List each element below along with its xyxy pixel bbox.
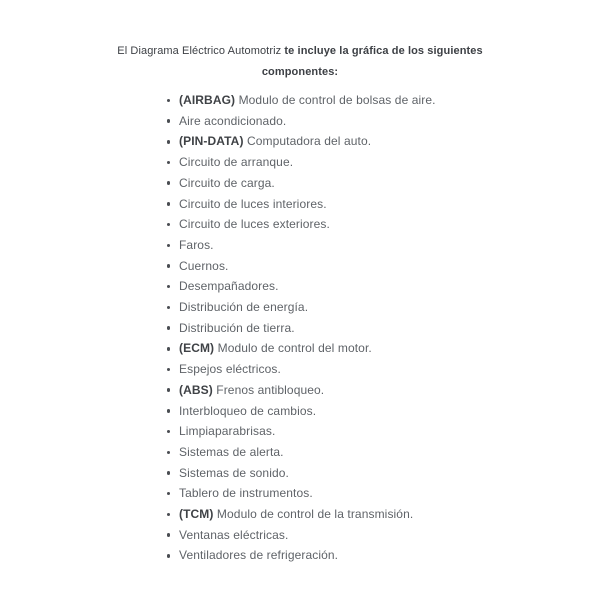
list-item: [166, 442, 600, 463]
bullet-icon: [167, 554, 171, 558]
list-item-text: Modulo de control del motor.: [217, 341, 372, 356]
list-item: [166, 380, 600, 401]
bullet-icon: [167, 430, 171, 434]
list-item: [166, 173, 600, 194]
bullet-icon: [167, 140, 171, 144]
bullet-icon: [167, 368, 171, 372]
list-item-text: Modulo de control de bolsas de aire.: [238, 93, 436, 107]
bullet-icon: [167, 285, 171, 289]
list-item-text: Interbloqueo de cambios.: [179, 403, 317, 418]
list-item-text: Sistemas de alerta.: [179, 444, 284, 459]
list-item-text: Aire acondicionado.: [179, 113, 287, 128]
list-item-text: Cuernos.: [179, 258, 229, 273]
list-item: [166, 421, 600, 442]
component-list: [166, 90, 600, 566]
list-item: [166, 214, 600, 235]
list-item-text: Frenos antibloqueo.: [216, 382, 325, 397]
list-item-code: (TCM): [179, 507, 214, 522]
list-item-text: Modulo de control de la transmisión.: [216, 507, 414, 522]
bullet-icon: [167, 326, 171, 330]
list-item: [166, 297, 600, 318]
list-item: [166, 152, 600, 173]
list-item: [166, 318, 600, 339]
list-item-text: Sistemas de sonido.: [179, 465, 289, 480]
bullet-icon: [167, 244, 171, 248]
list-item-text: Distribución de energía.: [179, 300, 309, 315]
list-item-text: Desempañadores.: [179, 279, 279, 294]
list-item-text: Circuito de luces exteriores.: [179, 217, 330, 232]
list-item-code: (ABS): [179, 382, 213, 397]
bullet-icon: [167, 409, 171, 413]
bullet-icon: [167, 202, 171, 206]
document-page: [0, 41, 600, 600]
list-item-code: (AIRBAG): [179, 93, 236, 107]
list-item-text: Tablero de instrumentos.: [179, 486, 313, 501]
list-item: [166, 338, 600, 359]
list-item: [166, 276, 600, 297]
list-item: [166, 131, 600, 152]
list-item-text: Circuito de carga.: [179, 175, 275, 190]
list-item: [166, 504, 600, 525]
list-item: [166, 359, 600, 380]
list-item-text: Computadora del auto.: [246, 134, 372, 149]
list-item-text: Ventanas eléctricas.: [179, 527, 289, 542]
bullet-icon: [167, 347, 171, 351]
bullet-icon: [167, 264, 171, 268]
bullet-icon: [167, 388, 171, 392]
list-item: [166, 235, 600, 256]
bullet-icon: [167, 119, 171, 123]
page-title: [60, 41, 540, 83]
list-item-text: Espejos eléctricos.: [179, 362, 281, 377]
list-item-text: Limpiaparabrisas.: [179, 424, 276, 439]
list-item: [166, 111, 600, 132]
page-title-bold-line1: te incluye la gráfica de los siguientes: [284, 45, 483, 57]
list-item: [166, 401, 600, 422]
bullet-icon: [167, 181, 171, 185]
list-item: [166, 194, 600, 215]
list-item: [166, 545, 600, 566]
list-item: [166, 463, 600, 484]
list-item: [166, 483, 600, 504]
list-item-code: (PIN-DATA): [179, 134, 244, 149]
bullet-icon: [167, 306, 171, 310]
list-item-text: Circuito de arranque.: [179, 155, 294, 170]
bullet-icon: [167, 471, 171, 475]
list-item: [166, 90, 600, 111]
bullet-icon: [167, 492, 171, 496]
list-item-text: Ventiladores de refrigeración.: [179, 548, 339, 563]
bullet-icon: [167, 513, 171, 517]
page-title-bold-line2: componentes:: [261, 66, 339, 78]
bullet-icon: [167, 99, 171, 103]
bullet-icon: [167, 223, 171, 227]
list-item: [166, 525, 600, 546]
bullet-icon: [167, 533, 171, 537]
bullet-icon: [167, 451, 171, 455]
list-item-text: Faros.: [179, 237, 214, 252]
list-item: [166, 256, 600, 277]
bullet-icon: [167, 161, 171, 165]
list-item-text: Circuito de luces interiores.: [179, 196, 327, 211]
list-item-code: (ECM): [179, 341, 215, 356]
list-item-text: Distribución de tierra.: [179, 320, 295, 335]
page-title-regular: El Diagrama Eléctrico Automotriz: [117, 45, 282, 57]
